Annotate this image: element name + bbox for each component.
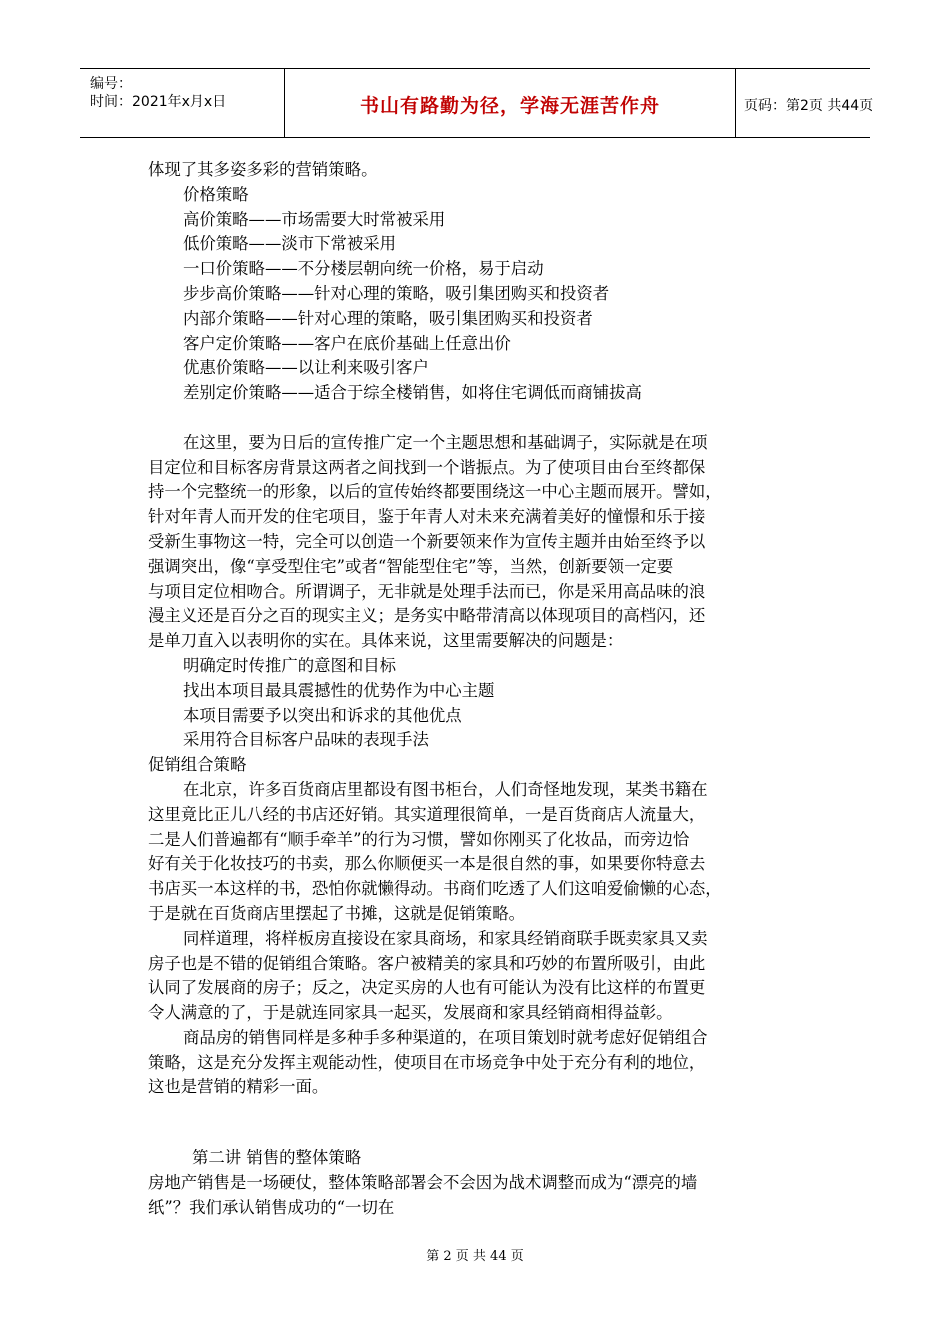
body-line: 持一个完整统一的形象，以后的宣传始终都要围绕这一中心主题而展开。譬如， bbox=[148, 482, 722, 502]
list-item: 优惠价策略——以让利来吸引客户 bbox=[183, 358, 429, 378]
body-line: 是单刀直入以表明你的实在。具体来说，这里需要解决的问题是： bbox=[148, 631, 624, 651]
body-line: 在这里，要为日后的宣传推广定一个主题思想和基础调子，实际就是在项 bbox=[183, 432, 708, 452]
section-heading-promotion: 促销组合策略 bbox=[148, 755, 247, 775]
header-page-number: 页码：第2页 共44页 bbox=[744, 98, 874, 114]
list-item: 找出本项目最具震撼性的优势作为中心主题 bbox=[183, 680, 495, 700]
header-left-cell bbox=[80, 69, 285, 137]
document-body bbox=[148, 158, 816, 1221]
date-label: 时间：2021年x月x日 bbox=[90, 94, 227, 110]
list-item: 高价策略——市场需要大时常被采用 bbox=[183, 209, 446, 229]
body-line: 这里竟比正儿八经的书店还好销。其实道理很简单，一是百货商店人流量大， bbox=[148, 804, 706, 824]
body-line: 受新生事物这一特，完全可以创造一个新要领来作为宣传主题并由始至终予以 bbox=[148, 531, 706, 551]
list-item: 内部介策略——针对心理的策略，吸引集团购买和投资者 bbox=[183, 308, 593, 328]
chapter-heading: 第二讲 销售的整体策略 bbox=[192, 1148, 362, 1168]
body-line: 与项目定位相吻合。所谓调子，无非就是处理手法而已，你是采用高品味的浪 bbox=[148, 581, 706, 601]
body-line: 好有关于化妆技巧的书卖，那么你顺便买一本是很自然的事，如果要你特意去 bbox=[148, 854, 706, 874]
body-line: 房子也是不错的促销组合策略。客户被精美的家具和巧妙的布置所吸引，由此 bbox=[148, 953, 706, 973]
header-motto-cell bbox=[285, 69, 736, 137]
body-line: 同样道理，将样板房直接设在家具商场，和家具经销商联手既卖家具又卖 bbox=[183, 928, 708, 948]
body-line: 目定位和目标客房背景这两者之间找到一个谐振点。为了使项目由台至终都保 bbox=[148, 457, 706, 477]
list-item: 明确定时传推广的意图和目标 bbox=[183, 655, 397, 675]
page-footer: 第 2 页 共 44 页 bbox=[426, 1249, 524, 1264]
body-line: 令人满意的了，于是就连同家具一起买，发展商和家具经销商相得益彰。 bbox=[148, 1003, 673, 1023]
body-line: 策略，这是充分发挥主观能动性，使项目在市场竞争中处于充分有利的地位， bbox=[148, 1052, 706, 1072]
body-line: 于是就在百货商店里摆起了书摊，这就是促销策略。 bbox=[148, 903, 525, 923]
document-number-label: 编号： bbox=[90, 76, 132, 92]
list-item: 差别定价策略——适合于综全楼销售，如将住宅调低而商铺拔高 bbox=[183, 383, 642, 403]
body-line: 体现了其多姿多彩的营销策略。 bbox=[148, 160, 378, 179]
body-line: 在北京，许多百货商店里都设有图书柜台，人们奇怪地发现，某类书籍在 bbox=[183, 779, 708, 799]
list-item: 本项目需要予以突出和诉求的其他优点 bbox=[183, 705, 462, 725]
body-line: 纸”？我们承认销售成功的“一切在 bbox=[148, 1197, 395, 1217]
body-line: 二是人们普遍都有“顺手牵羊”的行为习惯，譬如你刚买了化妆品，而旁边恰 bbox=[148, 829, 690, 849]
header-motto: 书山有路勤为径，学海无涯苦作舟 bbox=[359, 95, 660, 117]
page-header bbox=[80, 68, 874, 138]
list-item: 采用符合目标客户品味的表现手法 bbox=[183, 730, 429, 750]
paragraph-gap bbox=[148, 1100, 816, 1146]
body-line: 强调突出，像“享受型住宅”或者“智能型住宅”等，当然，创新要领一定要 bbox=[148, 556, 674, 576]
header-page-cell bbox=[736, 69, 874, 137]
body-line: 书店买一本这样的书，恐怕你就懒得动。书商们吃透了人们这咱爱偷懒的心态， bbox=[148, 879, 722, 899]
section-heading-price-strategy: 价格策略 bbox=[183, 184, 249, 204]
body-line: 房地产销售是一场硬仗，整体策略部署会不会因为战术调整而成为“漂亮的墙 bbox=[148, 1173, 698, 1193]
body-line: 商品房的销售同样是多种手多种渠道的，在项目策划时就考虑好促销组合 bbox=[183, 1027, 708, 1047]
list-item: 低价策略——淡市下常被采用 bbox=[183, 234, 397, 254]
body-line: 漫主义还是百分之百的现实主义；是务实中略带清高以体现项目的高档闪，还 bbox=[148, 606, 706, 626]
body-line: 认同了发展商的房子；反之，决定买房的人也有可能认为没有比这样的布置更 bbox=[148, 978, 706, 998]
body-line: 这也是营销的精彩一面。 bbox=[148, 1077, 329, 1097]
list-item: 客户定价策略——客户在底价基础上任意出价 bbox=[183, 333, 511, 353]
list-item: 一口价策略——不分楼层朝向统一价格，易于启动 bbox=[183, 259, 544, 279]
paragraph-gap bbox=[148, 406, 816, 431]
body-line: 针对年青人而开发的住宅项目，鉴于年青人对未来充满着美好的憧憬和乐于接 bbox=[148, 507, 706, 527]
list-item: 步步高价策略——针对心理的策略，吸引集团购买和投资者 bbox=[183, 283, 610, 303]
